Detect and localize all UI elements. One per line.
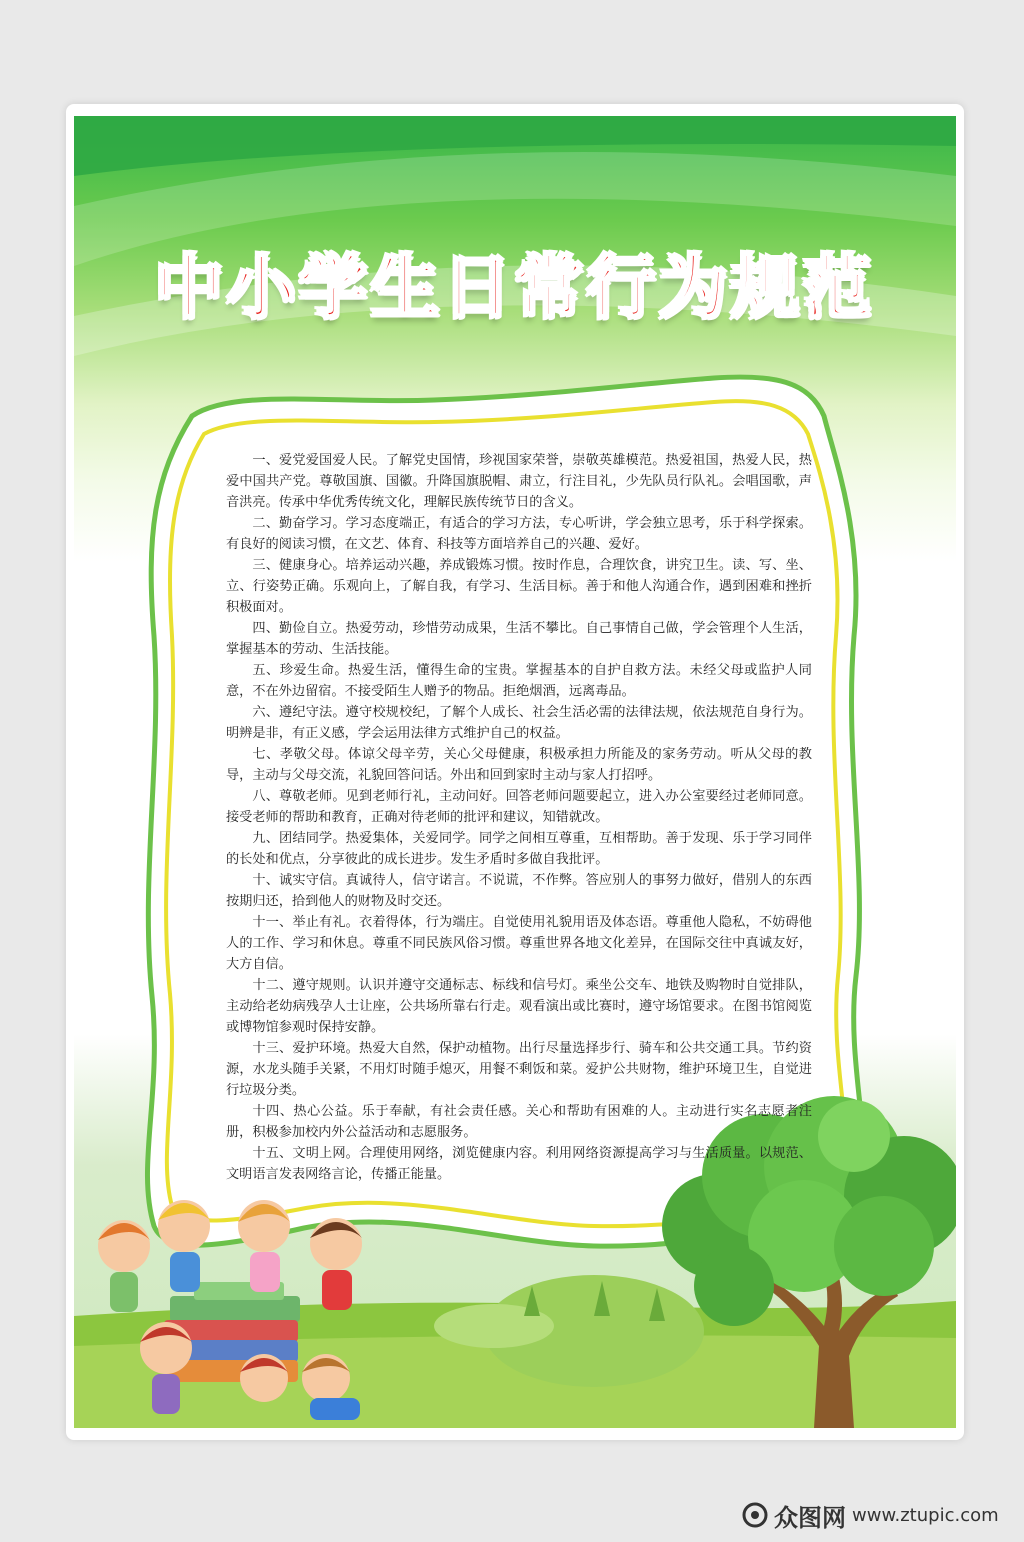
rule-paragraph: 七、孝敬父母。体谅父母辛劳，关心父母健康，积极承担力所能及的家务劳动。听从父母的教导，主动与父母交流，礼貌回答问话。外出和回到家时主动与家人打招呼。 (226, 747, 812, 783)
rule-paragraph: 十二、遵守规则。认识并遵守交通标志、标线和信号灯。乘坐公交车、地铁及购物时自觉排队，主动给老幼病残孕人士让座，公共场所靠右行走。观看演出或比赛时，遵守场馆要求。在图书馆阅览或博物馆参观时保持安静。 (226, 978, 812, 1035)
rule-paragraph: 八、尊敬老师。见到老师行礼，主动问好。回答老师问题要起立，进入办公室要经过老师同意。接受老师的帮助和教育，正确对待老师的批评和建议，知错就改。 (226, 789, 812, 825)
rule-paragraph: 十一、举止有礼。衣着得体，行为端庄。自觉使用礼貌用语及体态语。尊重他人隐私，不妨碍他人的工作、学习和休息。尊重不同民族风俗习惯。尊重世界各地文化差异，在国际交往中真诚友好，大方自信。 (226, 915, 812, 972)
rule-paragraph: 五、珍爱生命。热爱生活，懂得生命的宝贵。掌握基本的自护自救方法。未经父母或监护人同意，不在外边留宿。不接受陌生人赠予的物品。拒绝烟酒，远离毒品。 (226, 663, 812, 699)
rule-paragraph: 三、健康身心。培养运动兴趣，养成锻炼习惯。按时作息，合理饮食，讲究卫生。读、写、坐、立、行姿势正确。乐观向上，了解自我，有学习、生活目标。善于和他人沟通合作，遇到困难和挫折积极面对。 (226, 558, 812, 615)
rule-paragraph: 四、勤俭自立。热爱劳动，珍惜劳动成果，生活不攀比。自己事情自己做，学会管理个人生活，掌握基本的劳动、生活技能。 (226, 621, 812, 657)
rule-paragraph: 十四、热心公益。乐于奉献，有社会责任感。关心和帮助有困难的人。主动进行实名志愿者注册，积极参加校内外公益活动和志愿服务。 (226, 1104, 812, 1140)
rule-paragraph: 十五、文明上网。合理使用网络，浏览健康内容。利用网络资源提高学习与生活质量。以规范、文明语言发表网络言论，传播正能量。 (226, 1146, 812, 1182)
rule-paragraph: 十、诚实守信。真诚待人，信守诺言。不说谎，不作弊。答应别人的事努力做好，借别人的东西按期归还，拾到他人的财物及时交还。 (226, 873, 812, 909)
watermark (742, 1497, 999, 1533)
ztupic-logo-icon (742, 1502, 768, 1528)
rule-paragraph: 十三、爱护环境。热爱大自然，保护动植物。出行尽量选择步行、骑车和公共交通工具。节约资源，水龙头随手关紧，不用灯时随手熄灭，用餐不剩饭和菜。爱护公共财物，维护环境卫生，自觉进行垃圾分类。 (226, 1041, 812, 1098)
rule-paragraph: 六、遵纪守法。遵守校规校纪，了解个人成长、社会生活必需的法律法规，依法规范自身行为。明辨是非，有正义感，学会运用法律方式维护自己的权益。 (226, 705, 812, 741)
poster-inner (74, 116, 956, 1428)
watermark-url: www.ztupic.com (852, 1504, 999, 1526)
page-title: 中小学生日常行为规范 (154, 249, 875, 328)
rule-paragraph: 二、勤奋学习。学习态度端正，有适合的学习方法，专心听讲，学会独立思考，乐于科学探索。有良好的阅读习惯，在文艺、体育、科技等方面培养自己的兴趣、爱好。 (226, 516, 812, 552)
rule-paragraph: 一、爱党爱国爱人民。了解党史国情，珍视国家荣誉，崇敬英雄模范。热爱祖国，热爱人民，热爱中国共产党。尊敬国旗、国徽。升降国旗脱帽、肃立，行注目礼，少先队员行队礼。会唱国歌，声音洪亮。传承中华优秀传统文化，理解民族传统节日的含义。 (226, 453, 812, 510)
watermark-logo-text: 众图网 (774, 1503, 846, 1532)
poster (66, 104, 964, 1440)
rule-paragraph: 九、团结同学。热爱集体，关爱同学。同学之间相互尊重，互相帮助。善于发现、乐于学习同伴的长处和优点，分享彼此的成长进步。发生矛盾时多做自我批评。 (226, 831, 812, 867)
rules-list (226, 450, 812, 1185)
